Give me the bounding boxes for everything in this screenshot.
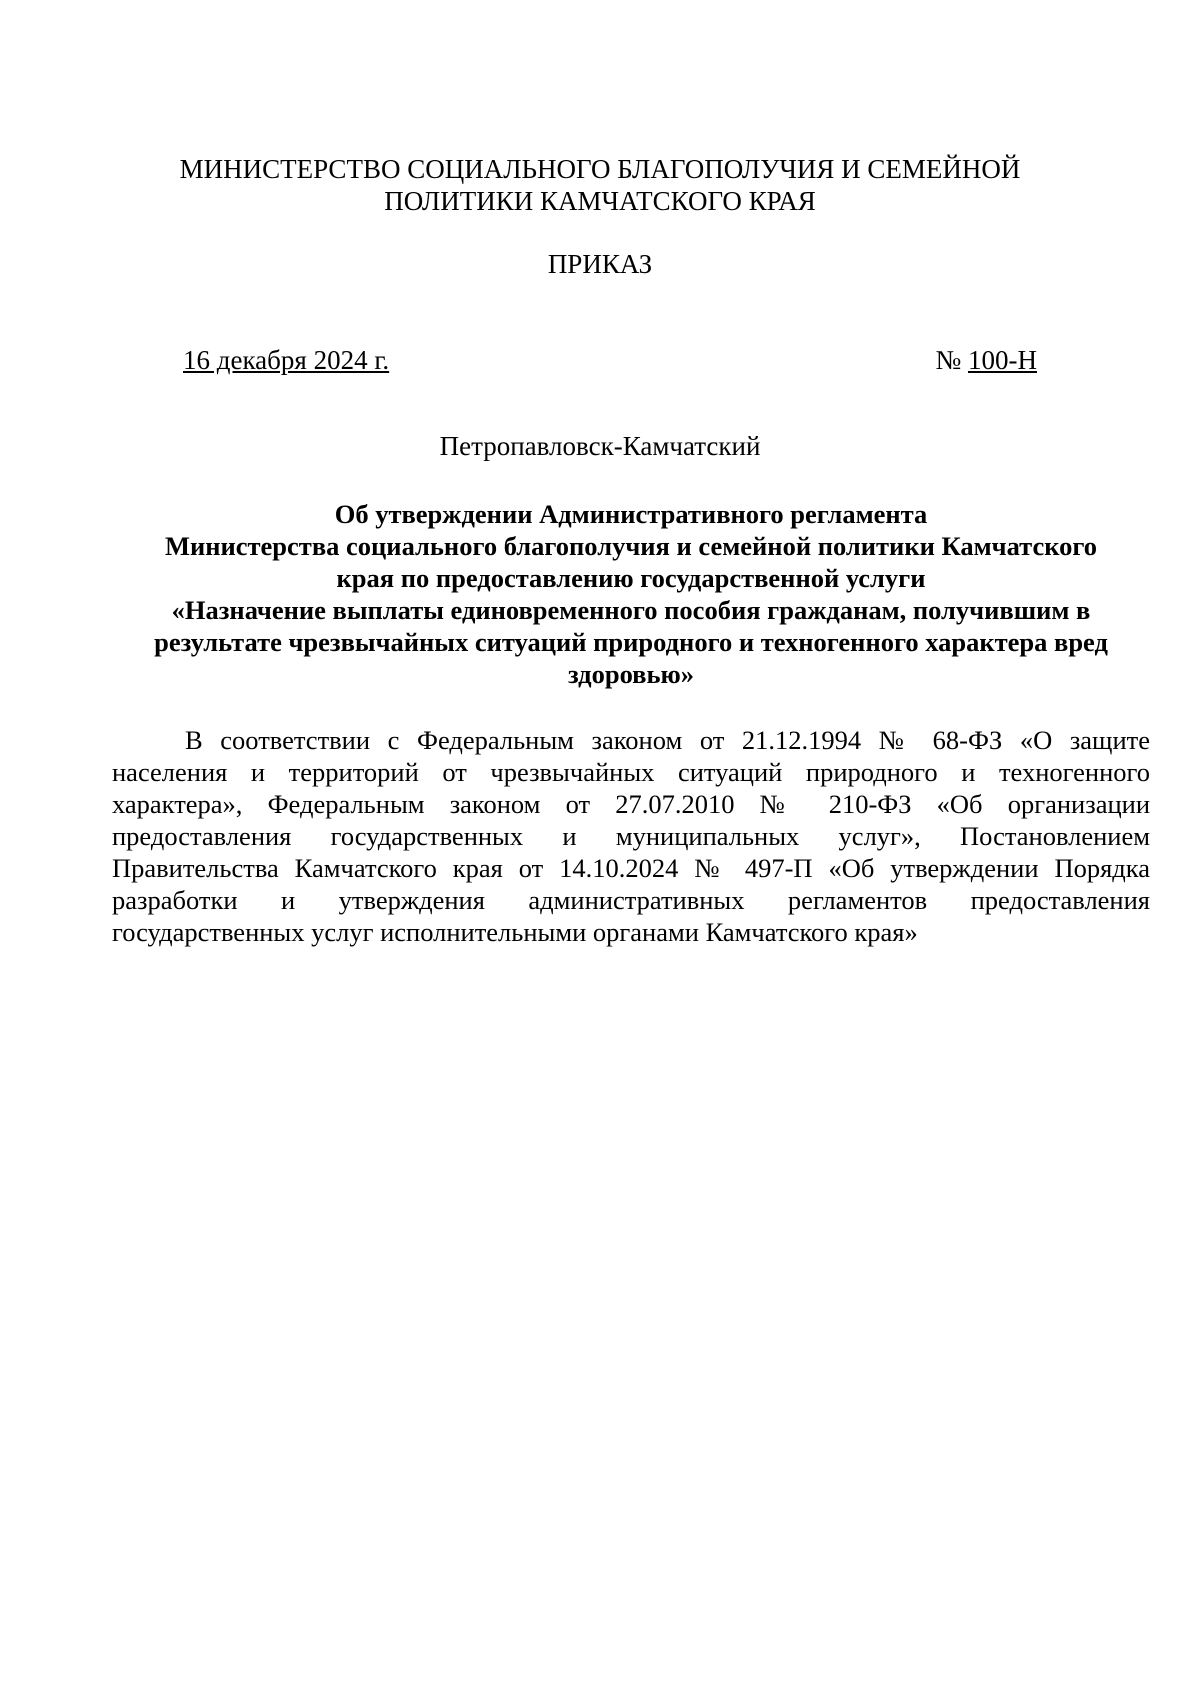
ministry-header-line: МИНИСТЕРСТВО СОЦИАЛЬНОГО БЛАГОПОЛУЧИЯ И СЕМЕЙНОЙ [179,154,1021,184]
subject-line: результате чрезвычайных ситуаций природного и техногенного характера вред [154,627,1108,657]
preamble-line: Правительства Камчатского края от 14.10.2024 № 497-П «Об утверждении Порядка [112,853,1150,883]
city-name: Петропавловск-Камчатский [439,431,761,461]
ministry-header-line: ПОЛИТИКИ КАМЧАТСКОГО КРАЯ [384,186,816,216]
subject-line: здоровью» [568,659,694,689]
subject-line: Министерства социального благополучия и семейной политики Камчатского [164,531,1098,561]
ministry-header [0,153,1200,217]
subject-line: Об утверждении Административного регламента [334,499,928,529]
subject-line: «Назначение выплаты единовременного пособия гражданам, получившим в [171,595,1091,625]
preamble-line: В соответствии с Федеральным законом от 21.12.1994 № 68-ФЗ «О защите [185,725,1150,755]
preamble-line: государственных услуг исполнительными органами Камчатского края» [112,917,918,947]
preamble-line: предоставления государственных и муниципальных услуг», Постановлением [112,821,1150,851]
preamble-line: характера», Федеральным законом от 27.07.2010 № 210-ФЗ «Об организации [112,789,1150,819]
order-title: ПРИКАЗ [547,249,653,279]
order-date: 16 декабря 2024 г. [183,345,390,375]
order-number-value: 100-Н [968,345,1037,375]
order-number [935,344,1037,376]
subject-line: края по предоставлению государственной услуги [336,563,926,593]
order-subject [112,498,1150,690]
preamble-line: разработки и утверждения административных регламентов предоставления [112,885,1150,915]
order-number-prefix: № [935,345,968,375]
preamble-line: населения и территорий от чрезвычайных ситуаций природного и техногенного [112,757,1150,787]
preamble-paragraph [112,724,1150,948]
